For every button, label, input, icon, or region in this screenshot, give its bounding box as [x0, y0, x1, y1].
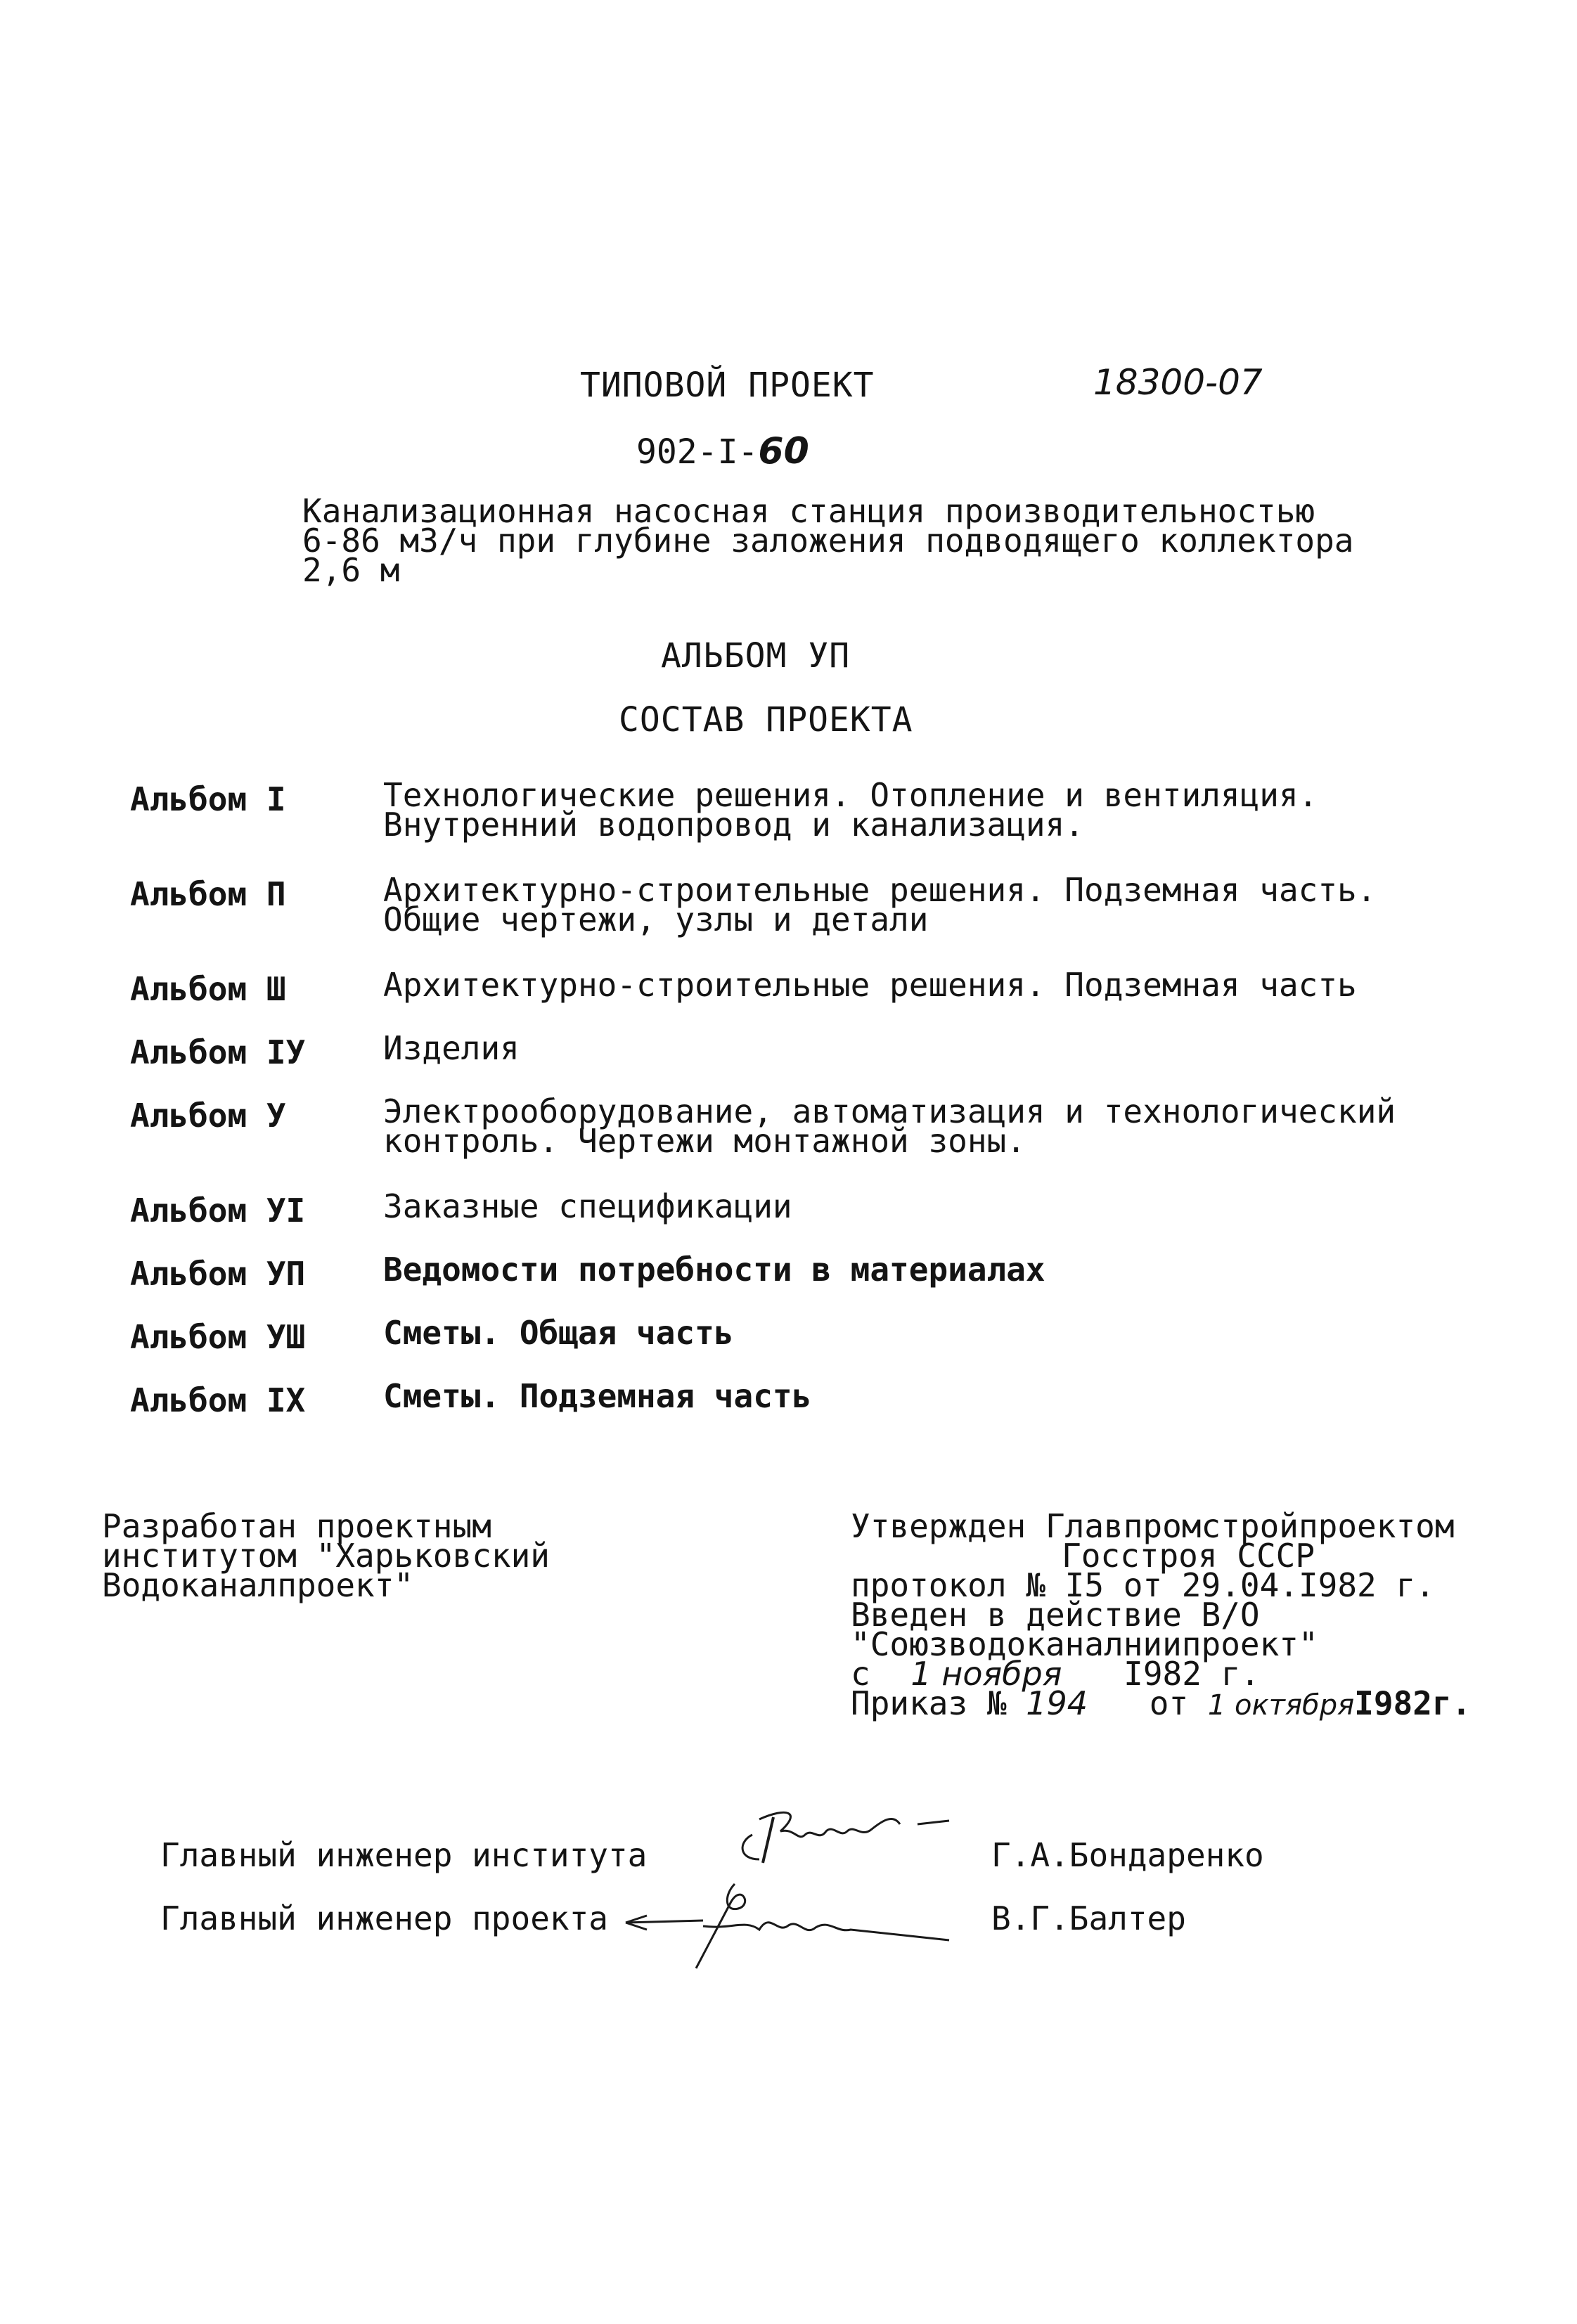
developer-line-3: Водоканалпроект" — [102, 1566, 414, 1604]
album-description-line-1: Архитектурно-строительные решения. Подземная часть — [383, 966, 1357, 1004]
signature-mark-balter — [619, 1863, 984, 1975]
album-label: Альбом УП — [130, 1255, 306, 1293]
project-description — [302, 492, 1354, 589]
album-description-line-1: Электрооборудование, автоматизация и технологический — [383, 1092, 1396, 1130]
album-description — [383, 871, 1377, 938]
album-label: Альбом I — [130, 780, 286, 818]
album-label: Альбом Ш — [130, 970, 286, 1008]
album-label: Альбом УШ — [130, 1318, 306, 1356]
album-description — [383, 966, 1357, 1004]
project-code-prefix: 902-I- — [636, 432, 759, 472]
approval-line-3: протокол № I5 от 29.04.I982 г. — [851, 1566, 1435, 1604]
album-description — [383, 1029, 520, 1067]
order-date-handwritten: 1 октября — [1207, 1689, 1355, 1722]
developer-line-2: институтом "Харьковский — [102, 1537, 550, 1575]
description-line-3: 2,6 м — [302, 551, 400, 589]
composition-title: СОСТАВ ПРОЕКТА — [619, 700, 913, 740]
document-type-heading: ТИПОВОЙ ПРОЕКТ — [580, 366, 875, 405]
signature-mark-bondarenko — [724, 1793, 977, 1870]
album-description-line-1: Архитектурно-строительные решения. Подземная часть. — [383, 871, 1377, 909]
album-row — [130, 1381, 305, 1419]
album-description — [383, 1187, 792, 1225]
developer-block — [102, 1507, 550, 1604]
order-year: I982г. — [1354, 1684, 1472, 1722]
effective-date-handwritten: 1 ноября — [910, 1655, 1062, 1693]
signature-name-chief-project: В.Г.Балтер — [991, 1899, 1186, 1937]
album-description — [383, 1251, 1045, 1289]
project-code-suffix: 60 — [758, 430, 809, 472]
album-description — [383, 1314, 734, 1352]
album-description-line-1: Ведомости потребности в материалах — [383, 1251, 1045, 1289]
project-code — [636, 430, 809, 472]
effective-year: I982 г. — [1124, 1655, 1261, 1693]
album-description-line-1: Сметы. Общая часть — [383, 1314, 734, 1352]
order-number-handwritten: 194 — [1026, 1684, 1088, 1722]
album-description — [383, 1092, 1396, 1160]
approval-line-1: Утвержден Главпромстройпроектом — [851, 1507, 1455, 1545]
album-row — [130, 1192, 305, 1229]
album-description-line-2: контроль. Чертежи монтажной зоны. — [383, 1122, 1026, 1160]
album-row — [130, 1318, 305, 1356]
album-row — [130, 1033, 305, 1071]
album-description-line-1: Изделия — [383, 1029, 520, 1067]
album-description-line-2: Общие чертежи, узлы и детали — [383, 900, 929, 938]
album-description-line-1: Сметы. Подземная часть — [383, 1377, 812, 1415]
album-row — [130, 780, 286, 818]
approval-line-2: Госстроя СССР — [1062, 1537, 1315, 1575]
description-line-1: Канализационная насосная станция производительностью — [302, 492, 1315, 530]
album-description — [383, 1377, 812, 1415]
approval-line-5: "Союзводоканалниипроект" — [851, 1625, 1318, 1663]
album-description — [383, 776, 1318, 844]
album-title: АЛЬБОМ УП — [661, 636, 851, 676]
album-row — [130, 1097, 286, 1135]
album-label: Альбом УI — [130, 1192, 306, 1229]
album-label: Альбом У — [130, 1097, 286, 1135]
album-description-line-1: Заказные спецификации — [383, 1187, 792, 1225]
signature-role-chief-institute: Главный инженер института — [160, 1836, 648, 1874]
approval-block — [851, 1507, 1472, 1722]
developer-line-1: Разработан проектным — [102, 1507, 491, 1545]
album-label: Альбом П — [130, 875, 286, 913]
album-description-line-2: Внутренний водопровод и канализация. — [383, 806, 1084, 844]
album-row — [130, 1255, 305, 1293]
description-line-2: 6-86 м3/ч при глубине заложения подводящего коллектора — [302, 522, 1354, 560]
approval-order-line — [851, 1684, 1472, 1722]
order-prefix: Приказ № — [851, 1684, 1007, 1722]
album-row — [130, 970, 286, 1008]
signature-role-chief-project: Главный инженер проекта — [160, 1899, 608, 1937]
order-from: от — [1149, 1684, 1189, 1722]
album-row — [130, 875, 286, 913]
signature-name-chief-institute: Г.А.Бондаренко — [991, 1836, 1264, 1874]
approval-line-4: Введен в действие В/О — [851, 1596, 1260, 1634]
album-label: Альбом IX — [130, 1381, 306, 1419]
effective-prefix: с — [851, 1655, 870, 1693]
album-description-line-1: Технологические решения. Отопление и вентиляция. — [383, 776, 1318, 814]
album-label: Альбом IУ — [130, 1033, 306, 1071]
archive-number: 18300-07 — [1093, 362, 1263, 403]
